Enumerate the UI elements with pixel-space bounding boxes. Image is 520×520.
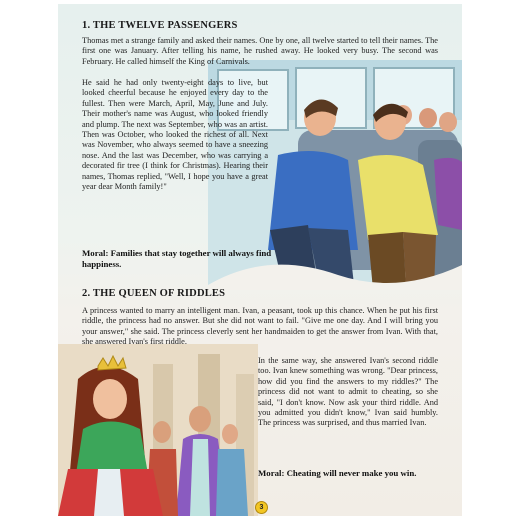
story2-moral: Moral: Cheating will never make you win. <box>258 468 417 478</box>
story1-intro: Thomas met a strange family and asked their names. One by one, all twelve started to tell their names. The first one was January. After telling his name, he rushed away. He looked very busy. The second was February. He called himself the King of Carnivals. <box>82 36 438 66</box>
book-page <box>58 4 462 516</box>
princess-illustration <box>58 344 258 516</box>
story1-moral: Moral: Families that stay together will always find happiness. <box>82 248 272 269</box>
story2-body: In the same way, she answered Ivan's second riddle too. Ivan knew something was wrong. "Dear princess, how did you find the answers to my riddles?" The princess did not want to admit to cheating, so she said, "I don't know. Now ask your third riddle. And you admitted you didn't know," Ivan said humbly. The princess was surprised, and thus married Ivan. <box>258 356 438 428</box>
story2-title: 2. THE QUEEN OF RIDDLES <box>82 288 226 299</box>
story1-title: 1. THE TWELVE PASSENGERS <box>82 20 238 31</box>
story1-body: He said he had only twenty-eight days to live, but looked cheerful because he enjoyed every day to the fullest. Then were March, April, May, June and July. Their mother's name was August, who looked friendly and plump. The next was September, who was an artist. Then was October, who looked the richest of all. Next was November, who always seemed to have a sneezing nose. And the last was December, who was carrying a decorated fir tree (I think for Christmas). Hearing their names, Thomas replied, "Well, I hope you have a great year dear Month family!" <box>82 78 268 192</box>
page-number: 3 <box>255 501 268 514</box>
story2-intro: A princess wanted to marry an intelligent man. Ivan, a peasant, took up this chance. When he put his first riddle, the princess had no answer. But she did not want to fail. "Give me one day. And I will bring you your answer," she said. The princess cleverly sent her handmaiden to get the answer from Ivan. With that, she answered Ivan's first riddle. <box>82 306 438 347</box>
